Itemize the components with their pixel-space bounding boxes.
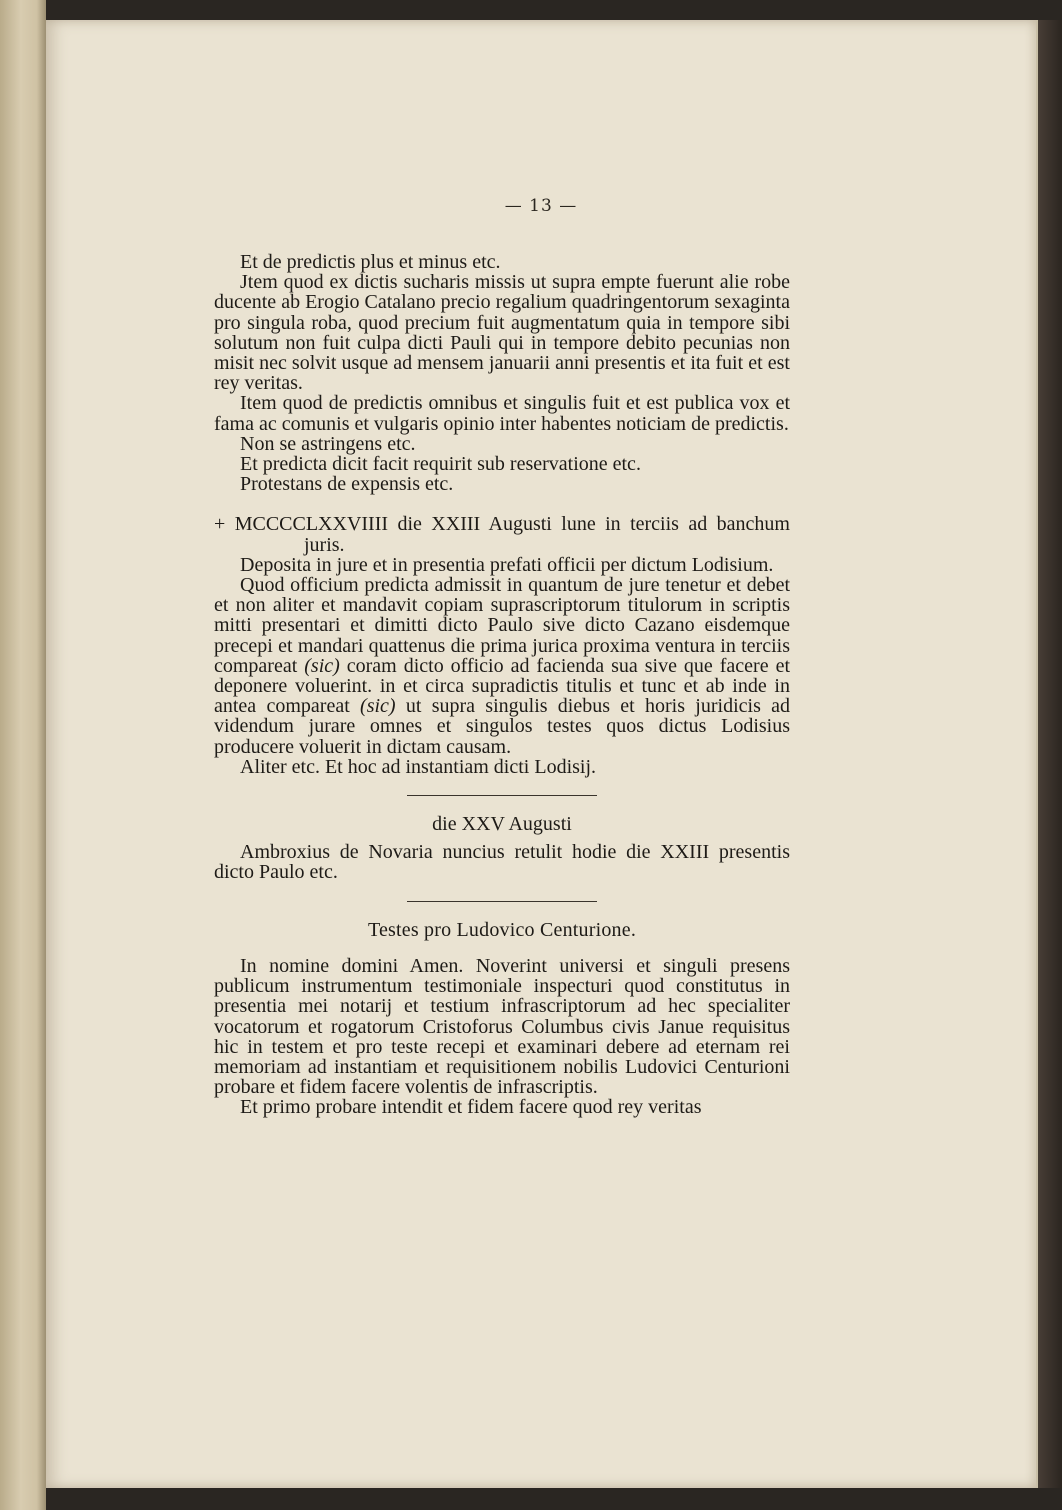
paragraph-et-primo: Et primo probare intendit et fidem facere quod rey veritas xyxy=(240,1096,702,1119)
spacer xyxy=(214,940,790,956)
paragraph-protestans: Protestans de expensis etc. xyxy=(240,473,454,496)
paragraph-jtem-quod: Jtem quod ex dictis sucharis missis ut supra empte fuerunt alie robe ducente ab Erogio Catalano precio regalium quadringentorum sexaginta pro singula roba, quod precium fuit augmentatum quia in tempore sibi solutum non fuit culpa dicti Pauli qui in tempore debito pecunias non misit nec solvit usque ad mensem januarii anni presentis et ita fuit et est rey veritas. xyxy=(214,271,790,395)
section-heading: Testes pro Ludovico Centurione. xyxy=(367,918,637,941)
book-page xyxy=(46,20,1038,1488)
section-divider-rule xyxy=(407,901,597,902)
right-binding-edge xyxy=(1036,20,1062,1488)
paragraph-non-se-astringens: Non se astringens etc. xyxy=(240,432,416,455)
paragraph-et-de-predictis: Et de predictis plus et minus etc. xyxy=(240,251,501,273)
page-number: — 13 — xyxy=(504,196,578,216)
paragraph-et-predicta: Et predicta dicit facit requirit sub reservatione etc. xyxy=(240,453,641,476)
date-heading: die XXV Augusti xyxy=(432,813,572,836)
spacer xyxy=(214,494,790,514)
sic-note-2: (sic) xyxy=(360,695,396,718)
quod-officium-text-c: ut supra singulis diebus et horis juridicis ad videndum jurare omnes et singulos testes quos dictus Lodisius producere voluerit in dictam causam. xyxy=(214,695,791,758)
sic-note-1: (sic) xyxy=(304,654,340,677)
paragraph-in-nomine: In nomine domini Amen. Noverint universi et singuli presens publicum instrumentum testimoniale inspecturi quod constitutus in presentia mei notarij et testium infrascriptorum ad hec specialiter vocatorum et rogatorum Cristoforus Columbus civis Janue requisitus hic in testem et pro teste recepi et examinari debere ad eternam rei memoriam ad instantiam et requisitionem nobilis Ludovici Centurioni probare et fidem facere volentis de infrascriptis. xyxy=(214,954,790,1099)
paragraph-ambroxius: Ambroxius de Novaria nuncius retulit hodie die XXIII presentis dicto Paulo etc. xyxy=(214,841,790,884)
page-body xyxy=(214,252,790,1118)
entry-date-line: + MCCCCLXXVIIII die XXIII Augusti lune in terciis ad banchum juris. xyxy=(214,513,790,556)
quod-officium-text-a: Quod officium predicta admissit in quantum de jure tenetur et debet et non aliter et mandavit copiam suprascriptorum titulorum in scriptis mitti presentari et dimitti dicto Paulo sive dicto Cazano eisdemque precepi et mandari quattenus die prima jurica proxima ventura in terciis compareat xyxy=(214,574,790,677)
left-page-edge xyxy=(0,0,46,1510)
section-divider-rule xyxy=(407,795,597,796)
quod-officium-text-b: coram dicto officio ad facienda sua sive que facere et deponere voluerint. in et circa supradictis titulis et tunc et ab inde in antea compareat xyxy=(214,654,790,718)
paragraph-quod-officium xyxy=(214,575,790,757)
paragraph-deposita: Deposita in jure et in presentia prefati officii per dictum Lodisium. xyxy=(240,553,774,576)
paragraph-aliter: Aliter etc. Et hoc ad instantiam dicti Lodisij. xyxy=(240,755,597,778)
paragraph-item-quod: Item quod de predictis omnibus et singulis fuit et est publica vox et fama ac comunis et vulgaris opinio inter habentes noticiam de predictis. xyxy=(214,392,790,435)
